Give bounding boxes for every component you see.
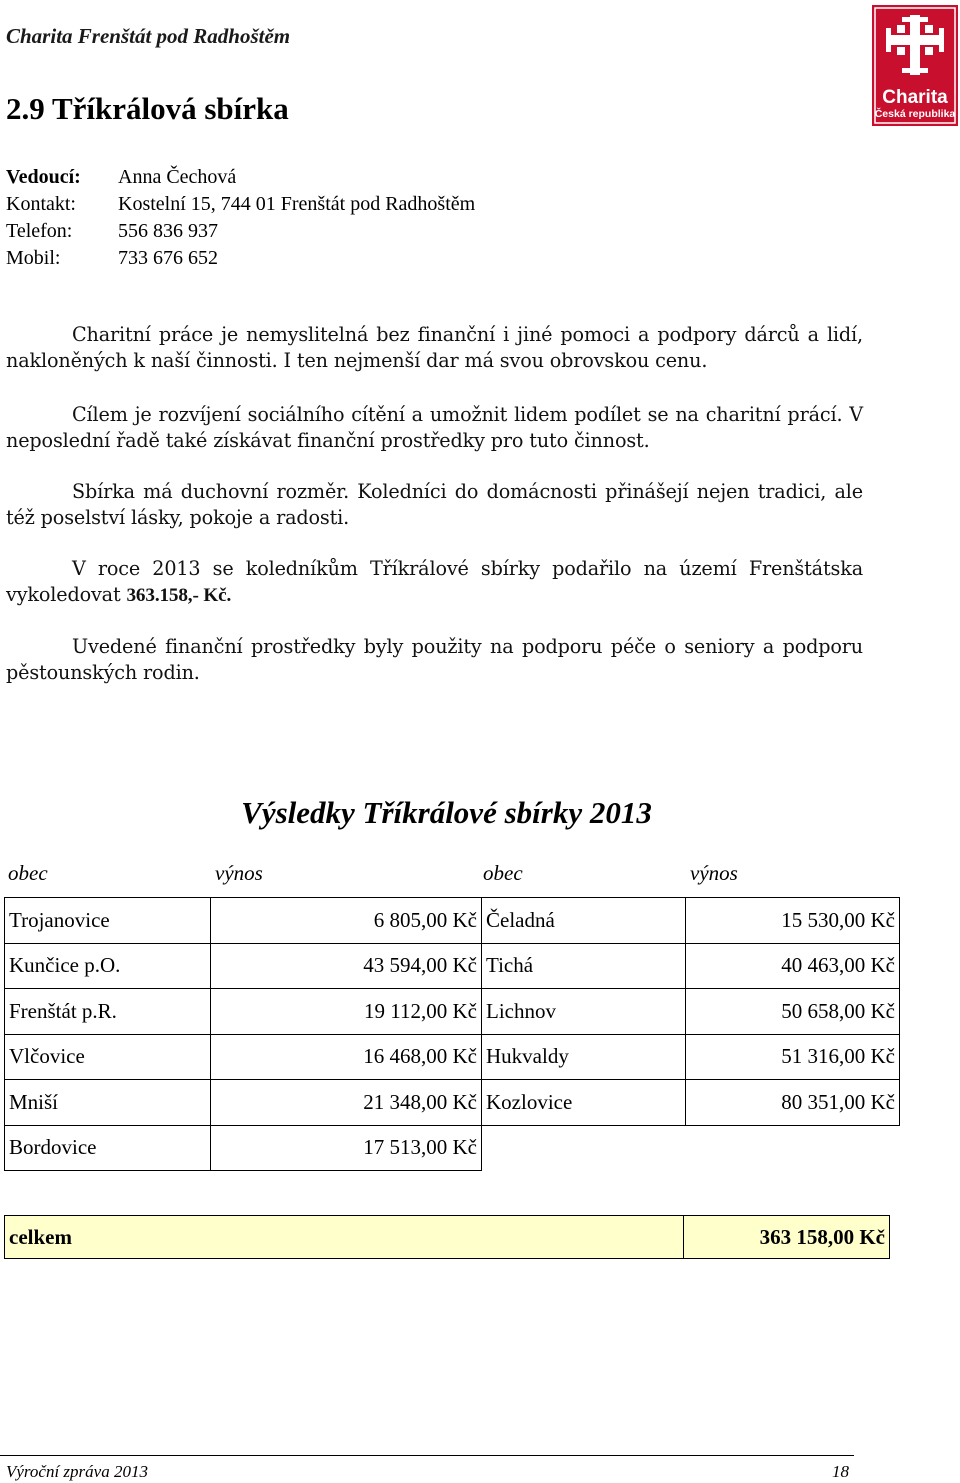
vynos-cell: 19 112,00 Kč (211, 989, 482, 1035)
contact-value: 556 836 937 (118, 220, 218, 242)
obec-cell: Lichnov (482, 989, 686, 1035)
logo-text: Charita (882, 87, 948, 108)
contact-address (6, 191, 475, 217)
collection-amount: 363.158,- Kč. (126, 585, 232, 606)
obec-cell: Kozlovice (482, 1080, 686, 1126)
footer-report-title: Výroční zpráva 2013 (6, 1462, 148, 1481)
paragraph-2 (6, 402, 863, 454)
obec-cell: Bordovice (5, 1125, 211, 1171)
contact-value: Anna Čechová (118, 166, 237, 188)
contact-label: Telefon: (6, 220, 73, 242)
table-row (5, 898, 900, 944)
paragraph-text: Sbírka má duchovní rozměr. Koledníci do domácnosti přinášejí nejen tradici, ale též poselství lásky, pokoje a radosti. (6, 480, 863, 529)
charita-cross-logo (872, 5, 958, 126)
vynos-cell: 43 594,00 Kč (211, 943, 482, 989)
obec-cell: Kunčice p.O. (5, 943, 211, 989)
total-row (5, 1216, 890, 1259)
vynos-cell: 17 513,00 Kč (211, 1125, 482, 1171)
paragraph-5 (6, 634, 863, 686)
vynos-cell: 15 530,00 Kč (686, 898, 900, 944)
paragraph-text: Uvedené finanční prostředky byly použity na podporu péče o seniory a podporu pěstounských rodin. (6, 635, 863, 684)
table-row (5, 1080, 900, 1126)
vynos-cell: 50 658,00 Kč (686, 989, 900, 1035)
results-title: Výsledky Tříkrálové sbírky 2013 (241, 795, 652, 830)
vynos-cell: 51 316,00 Kč (686, 1034, 900, 1080)
section-title: 2.9 Tříkrálová sbírka (6, 91, 289, 126)
vynos-cell: 40 463,00 Kč (686, 943, 900, 989)
obec-cell: Čeladná (482, 898, 686, 944)
vynos-cell: 16 468,00 Kč (211, 1034, 482, 1080)
paragraph-text: Cílem je rozvíjení sociálního cítění a umožnit lidem podílet se na charitní prácí. V neposlední řadě také získávat finanční prostředky pro tuto činnost. (6, 403, 863, 452)
paragraph-text: V roce 2013 se koledníkům Tříkrálové sbírky podařilo na území Frenštátska vykoledovat (6, 557, 863, 606)
table-row (5, 989, 900, 1035)
column-header-vynos: výnos (690, 861, 738, 885)
page-number: 18 (832, 1462, 849, 1481)
obec-cell: Hukvaldy (482, 1034, 686, 1080)
contact-leader (6, 164, 236, 190)
results-table (4, 897, 900, 1171)
empty-cell (482, 1125, 686, 1171)
obec-cell: Tichá (482, 943, 686, 989)
empty-cell (686, 1125, 900, 1171)
obec-cell: Vlčovice (5, 1034, 211, 1080)
paragraph-text: Charitní práce je nemyslitelná bez finanční i jiné pomoci a podpory dárců a lidí, nakloněných k naší činnosti. I ten nejmenší dar má svou obrovskou cenu. (6, 323, 863, 372)
obec-cell: Mniší (5, 1080, 211, 1126)
contact-label: Mobil: (6, 247, 61, 269)
obec-cell: Trojanovice (5, 898, 211, 944)
column-header-obec: obec (8, 861, 48, 885)
column-header-vynos: výnos (215, 861, 263, 885)
table-row (5, 1034, 900, 1080)
paragraph-4 (6, 556, 863, 609)
organization-header: Charita Frenštát pod Radhoštěm (6, 24, 291, 48)
logo-subtext: Česká republika (874, 108, 956, 120)
vynos-cell: 80 351,00 Kč (686, 1080, 900, 1126)
footer-divider (0, 1455, 854, 1456)
contact-value: 733 676 652 (118, 247, 218, 269)
vynos-cell: 21 348,00 Kč (211, 1080, 482, 1126)
vynos-cell: 6 805,00 Kč (211, 898, 482, 944)
contact-phone (6, 218, 218, 244)
total-label: celkem (5, 1216, 684, 1259)
total-value: 363 158,00 Kč (684, 1216, 890, 1259)
table-row (5, 1125, 900, 1171)
table-row (5, 943, 900, 989)
contact-value: Kostelní 15, 744 01 Frenštát pod Radhoštěm (118, 193, 476, 215)
column-header-obec: obec (483, 861, 523, 885)
total-table (4, 1215, 890, 1259)
obec-cell: Frenštát p.R. (5, 989, 211, 1035)
paragraph-1 (6, 322, 863, 374)
contact-label: Kontakt: (6, 193, 76, 215)
paragraph-3 (6, 479, 863, 531)
contact-mobile (6, 245, 218, 271)
contact-label: Vedoucí: (6, 166, 81, 188)
